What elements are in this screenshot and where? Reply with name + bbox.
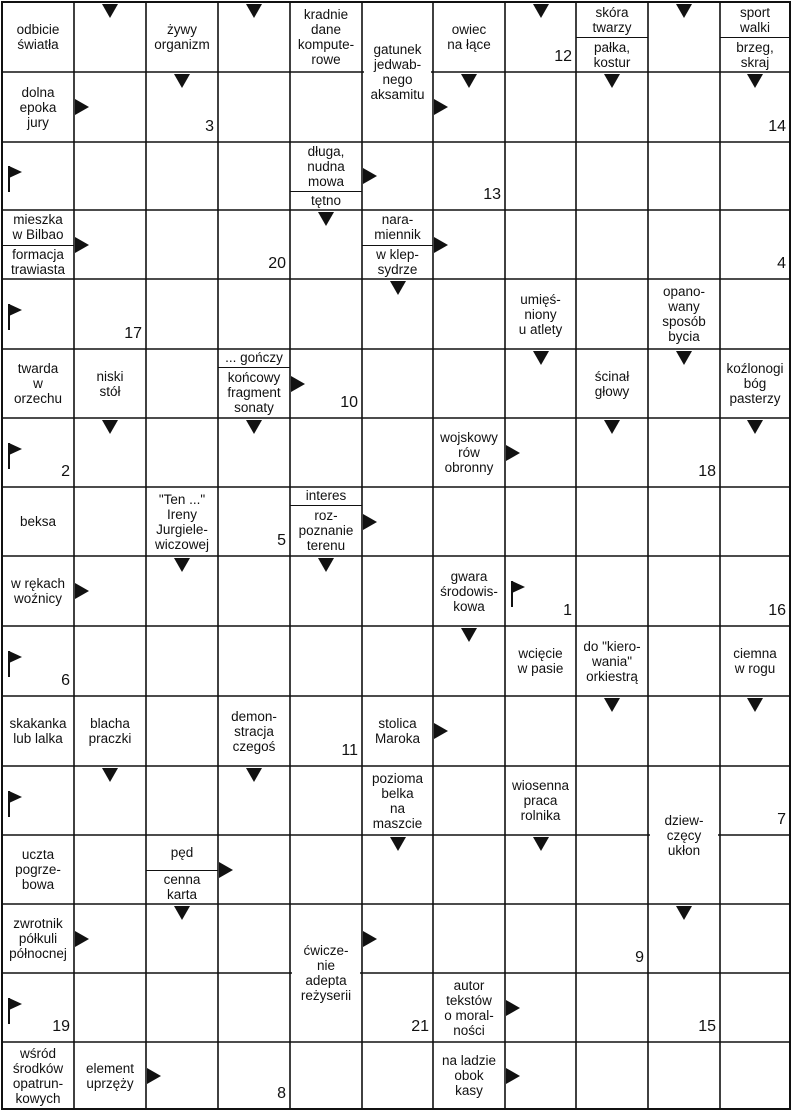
down-arrow-icon <box>461 74 477 88</box>
down-arrow-icon <box>102 420 118 434</box>
cell-number: 10 <box>340 394 358 411</box>
flag-marker-icon <box>8 791 22 817</box>
cell-number: 1 <box>563 602 572 619</box>
clue-r13c4: ćwicze- nie adepta reżyserii <box>292 905 360 1041</box>
right-arrow-icon <box>506 1000 520 1016</box>
right-arrow-icon <box>363 931 377 947</box>
clue-r0c10b: brzeg, skraj <box>722 38 788 71</box>
flag-marker-icon <box>8 651 22 677</box>
right-arrow-icon <box>291 376 305 392</box>
cell-number: 15 <box>698 1018 716 1035</box>
clue-r7c4a: interes <box>292 488 360 504</box>
clue-r7c2: "Ten ..." Ireny Jurgiele- wiczowej <box>148 488 216 555</box>
clue-r8c0: w rękach woźnicy <box>4 557 72 625</box>
clue-r3c0b: formacja trawiasta <box>4 246 72 279</box>
down-arrow-icon <box>676 4 692 18</box>
right-arrow-icon <box>363 514 377 530</box>
down-arrow-icon <box>246 768 262 782</box>
clue-r15c0: wśród środków opatrun- kowych <box>4 1043 72 1108</box>
down-arrow-icon <box>676 351 692 365</box>
right-arrow-icon <box>75 583 89 599</box>
cell-number: 6 <box>61 672 70 689</box>
right-arrow-icon <box>147 1068 161 1084</box>
cell-number: 11 <box>341 742 358 759</box>
clue-r7c4b: roz- poznanie terenu <box>292 506 360 555</box>
down-arrow-icon <box>102 768 118 782</box>
down-arrow-icon <box>604 698 620 712</box>
clue-r8c6: gwara środowis- kowa <box>435 557 503 625</box>
down-arrow-icon <box>461 628 477 642</box>
flag-marker-icon <box>8 304 22 330</box>
down-arrow-icon <box>747 698 763 712</box>
cell-number: 7 <box>777 811 786 828</box>
right-arrow-icon <box>434 99 448 115</box>
flag-marker-icon <box>8 166 22 192</box>
clue-r0c6: owiec na łące <box>435 3 503 71</box>
clue-r10c1: blacha praczki <box>76 697 144 765</box>
clue-r4c9: opano- wany sposób bycia <box>650 280 718 348</box>
cell-number: 16 <box>768 602 786 619</box>
clue-r4c7: umięś- niony u atlety <box>507 280 574 348</box>
clue-divider <box>2 245 74 246</box>
down-arrow-icon <box>246 4 262 18</box>
down-arrow-icon <box>676 906 692 920</box>
clue-r0c2: żywy organizm <box>148 3 216 71</box>
clue-r1c0: dolna epoka jury <box>4 73 72 141</box>
down-arrow-icon <box>102 4 118 18</box>
cell-number: 19 <box>52 1018 70 1035</box>
clue-r5c0: twarda w orzechu <box>4 350 72 417</box>
cell-number: 5 <box>277 532 286 549</box>
clue-r5c8: ścinał głowy <box>578 350 646 417</box>
cell-number: 4 <box>777 255 786 272</box>
right-arrow-icon <box>434 723 448 739</box>
cell-number: 9 <box>635 949 644 966</box>
down-arrow-icon <box>174 906 190 920</box>
clue-r12c2a: pęd <box>148 836 216 869</box>
flag-marker-icon <box>8 443 22 469</box>
right-arrow-icon <box>75 237 89 253</box>
down-arrow-icon <box>390 281 406 295</box>
clue-r15c1: element uprzęży <box>76 1043 144 1108</box>
cell-number: 20 <box>268 255 286 272</box>
down-arrow-icon <box>533 4 549 18</box>
clue-r7c0: beksa <box>4 488 72 555</box>
clue-r11c9: dziew- częcy ukłon <box>650 767 718 903</box>
clue-r10c5: stolica Maroka <box>364 697 431 765</box>
clue-r12c2b: cenna karta <box>148 871 216 904</box>
down-arrow-icon <box>318 212 334 226</box>
cell-number: 17 <box>124 325 142 342</box>
clue-divider <box>362 245 433 246</box>
right-arrow-icon <box>434 237 448 253</box>
clue-r14c6: autor tekstów o moral- ności <box>435 974 503 1041</box>
clue-r3c5a: nara- miennik <box>364 211 431 244</box>
clue-r0c0: odbicie światła <box>4 3 72 71</box>
clue-r3c0a: mieszka w Bilbao <box>4 211 72 244</box>
right-arrow-icon <box>75 99 89 115</box>
clue-r2c4a: długa, nudna mowa <box>292 143 360 190</box>
cell-number: 2 <box>61 463 70 480</box>
down-arrow-icon <box>174 558 190 572</box>
clue-r6c6: wojskowy rów obronny <box>435 419 503 486</box>
clue-divider <box>290 505 362 506</box>
right-arrow-icon <box>506 1068 520 1084</box>
clue-r0c4: kradnie dane kompute- rowe <box>292 3 360 71</box>
right-arrow-icon <box>75 931 89 947</box>
clue-r5c3b: końcowy fragment sonaty <box>220 368 288 417</box>
clue-r0c5: gatunek jedwab- nego aksamitu <box>364 3 431 141</box>
clue-r10c0: skakanka lub lalka <box>4 697 72 765</box>
down-arrow-icon <box>747 74 763 88</box>
clue-divider <box>146 870 218 871</box>
clue-r12c0: uczta pogrze- bowa <box>4 836 72 903</box>
down-arrow-icon <box>604 74 620 88</box>
clue-r9c10: ciemna w rogu <box>722 627 788 695</box>
down-arrow-icon <box>747 420 763 434</box>
clue-r9c8: do "kiero- wania" orkiestrą <box>578 627 646 695</box>
down-arrow-icon <box>246 420 262 434</box>
clue-r0c8a: skóra twarzy <box>578 3 646 36</box>
clue-r3c5b: w klep- sydrze <box>364 246 431 279</box>
down-arrow-icon <box>318 558 334 572</box>
cell-number: 14 <box>768 118 786 135</box>
clue-divider <box>720 37 790 38</box>
right-arrow-icon <box>506 445 520 461</box>
cell-number: 18 <box>698 463 716 480</box>
clue-r0c10a: sport walki <box>722 3 788 36</box>
clue-r11c5: pozioma belka na maszcie <box>364 767 431 834</box>
clue-r5c10: koźlonogi bóg pasterzy <box>722 350 788 417</box>
clue-r2c4b: tętno <box>292 192 360 209</box>
down-arrow-icon <box>390 837 406 851</box>
clue-r9c7: wcięcie w pasie <box>507 627 574 695</box>
cell-number: 3 <box>205 118 214 135</box>
clue-r15c6: na ladzie obok kasy <box>435 1043 503 1108</box>
clue-divider <box>290 191 362 192</box>
down-arrow-icon <box>533 351 549 365</box>
clue-divider <box>576 37 648 38</box>
clue-r0c8b: pałka, kostur <box>578 38 646 71</box>
flag-marker-icon <box>511 581 525 607</box>
clue-r13c0: zwrotnik półkuli północnej <box>4 905 72 972</box>
right-arrow-icon <box>219 862 233 878</box>
clue-r11c7: wiosenna praca rolnika <box>507 767 574 834</box>
clue-divider <box>218 367 290 368</box>
cell-number: 8 <box>277 1085 286 1102</box>
cell-number: 21 <box>411 1018 429 1035</box>
right-arrow-icon <box>363 168 377 184</box>
cell-number: 12 <box>554 48 572 65</box>
flag-marker-icon <box>8 998 22 1024</box>
down-arrow-icon <box>174 74 190 88</box>
down-arrow-icon <box>533 837 549 851</box>
cell-number: 13 <box>483 186 501 203</box>
clue-r10c3: demon- stracja czegoś <box>220 697 288 765</box>
clue-r5c1: niski stół <box>76 350 144 417</box>
down-arrow-icon <box>604 420 620 434</box>
clue-r5c3a: ... gończy <box>220 350 288 366</box>
